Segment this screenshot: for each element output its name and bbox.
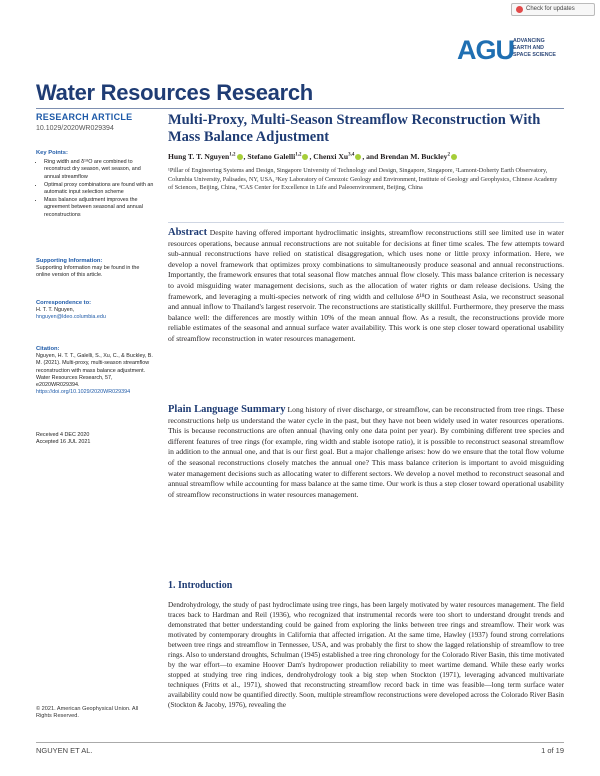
article-dates [36, 432, 154, 446]
key-point-item: • Ring width and δ¹⁸O are combined to reconstruct dry season, wet season, and annual streamflow [44, 159, 154, 181]
journal-name: Water Resources Research [36, 80, 313, 105]
supporting-information [36, 258, 154, 280]
author-name[interactable]: Hung T. T. Nguyen [168, 152, 230, 161]
section-heading-introduction: 1. Introduction [168, 580, 233, 591]
citation [36, 346, 154, 396]
logo-text: AGU [457, 35, 514, 65]
author-list: Hung T. T. Nguyen$^{1,2}$ , Stefano Galelli$^{1,2}$ , Chenxi Xu$^{3,4}$ , and Brendan M. Buckley$^2$ [168, 152, 564, 161]
plain-language-text: Long history of river discharge, or streamflow, can be reconstructed from tree rings. These reconstructions help us understand the water cycle in the past, but they have not been widely used in water resources operations. This is because reconstructions are often annual (having only one data point per year). By combining different tree species and different features of tree rings (for example, ring width and stable isotope ratio), it is possible to reconstruct seasonal streamflow in addition to the annual one, and that is our first goal. But a major challenge arises: how do we ensure that the total flow volume of the seasonal reconstructions closely matches the annual one? This mass balance criterion is important to avoid misguiding water management decisions such as allocating water to different sectors. We develop a novel method to reconstruct seasonal and annual streamflow while accounting for mass balance at the same time. Our work is thus a step closer toward operational usability of streamflow reconstructions in water resources management. [168, 405, 565, 499]
key-points [36, 150, 154, 220]
orcid-icon[interactable] [451, 154, 457, 160]
introduction-text: Dendrohydrology, the study of past hydroclimate using tree rings, has been largely motivated by water resources management. The field traces back to Hardman and Reil (1936), who recognized that instrumental records were too short to understand drought trends and demonstrated that better understanding could be gained from exploring the links between tree rings and streamflow. Their work was motivated by contemporary droughts in California that affected irrigation. At the same time, Hawley (1937) found strong correlations between tree rings and streamflow in Tennessee, USA, and was probably the first to show the lagged relationship of streamflow to tree rings. Also to understand droughts, Schulman (1945) established a tree ring chronology for the Colorado River Basin, this time motivated by the war effort—to examine Hoover Dam's hydropower production reliability to meet wartime demand. While these early works stopped at studying tree ring indices, dendrohydrology took a big step when Stockton (1971), leveraging advanced multivariate techniques (Fritts et al., 1971), showed that reconstructing streamflow record back in time was feasible—long term surface water availability could now be quantified directly. Soon, multiple streamflow reconstructions were developed across the Colorado River Basin (Stockton & Jacoby, 1976), revealing the [168, 601, 564, 709]
footer-divider [36, 742, 564, 743]
citation-doi-link[interactable]: https://doi.org/10.1029/2020WR029394 [36, 389, 131, 396]
author-name[interactable]: and Brendan M. Buckley [366, 152, 448, 161]
update-badge-icon [516, 6, 523, 13]
article-title: Multi-Proxy, Multi-Season Streamflow Reconstruction With Mass Balance Adjustment [168, 112, 541, 145]
accepted-date: Accepted 16 JUL 2021 [36, 439, 91, 446]
correspondence-email[interactable]: hnguyen@ldeo.columbia.edu [36, 314, 106, 321]
citation-text: Nguyen, H. T. T., Galelli, S., Xu, C., & Buckley, B. M. (2021). Multi-proxy, multi-season streamflow reconstruction with mass balance adjustment. Water Resources Research, 57, e2020WR029394. [36, 353, 153, 389]
agu-logo [457, 35, 577, 65]
supporting-heading: Supporting Information: [36, 258, 103, 264]
abstract-divider [168, 222, 564, 223]
supporting-text: Supporting Information may be found in the online version of this article. [36, 265, 140, 279]
orcid-icon[interactable] [237, 154, 243, 160]
key-point-item: • Optimal proxy combinations are found with an automatic input selection scheme [44, 182, 154, 196]
abstract [168, 228, 564, 345]
check-updates-label: Check for updates [526, 6, 575, 12]
correspondence-heading: Correspondence to: [36, 300, 92, 306]
citation-heading: Citation: [36, 346, 60, 352]
correspondence-name: H. T. T. Nguyen, [36, 307, 75, 314]
plain-language-summary [168, 405, 564, 500]
correspondence [36, 300, 154, 322]
abstract-heading: Abstract [168, 227, 208, 238]
affiliations: ¹Pillar of Engineering Systems and Design, Singapore University of Technology and Design, Singapore, Singapore, ²Lamont-Doherty Earth Observatory, Columbia University, Palisades, NY, USA, ³Key Laboratory of Cenozoic Geology and Environment, Institute of Geology and Geophysics, Chinese Academy of Sciences, Beijing, China, ⁴CAS Center for Excellence in Life and Paleoenvironment, Beijing, China [168, 167, 558, 192]
received-date: Received 4 DEC 2020 [36, 432, 90, 438]
orcid-icon[interactable] [302, 154, 308, 160]
author-name[interactable]: Stefano Galelli [247, 152, 296, 161]
header-divider [36, 108, 564, 109]
key-points-heading: Key Points: [36, 150, 68, 156]
logo-tagline: ADVANCING EARTH AND SPACE SCIENCE [513, 38, 556, 59]
orcid-icon[interactable] [355, 154, 361, 160]
page-number: 1 of 19 [541, 746, 564, 755]
article-doi[interactable]: 10.1029/2020WR029394 [36, 125, 114, 132]
footer-authors: NGUYEN ET AL. [36, 746, 93, 755]
copyright-notice: © 2021. American Geophysical Union. All Rights Reserved. [36, 706, 139, 720]
abstract-text: Despite having offered important hydroclimatic insights, streamflow reconstructions still see limited use in water resources operations, because annual reconstructions are not suitable for decisions at finer time scales. The few attempts toward sub-annual reconstructions have relied on statistical disaggregation, which uses none or little proxy information. Here, we develop a novel framework that optimizes proxy combinations to simultaneously produce seasonal and annual reconstructions. Importantly, the framework ensures that total seasonal flow matches annual flow closely. This mass balance criterion is necessary to avoid misguiding water management decisions, such as the allocation of water rights or dam release decisions. Using the framework, and leveraging a multi-species network of ring width and cellulose δ¹⁸O in Southeast Asia, we reconstruct seasonal and annual inflow to Thailand's largest reservoir. The reconstructions are statistically skillful. Furthermore, they preserve the mass balance well: the differences are mostly within 10% of the mean annual flow. As a result, the reconstructions provide more reliable estimates of the seasonal and annual surface water availability. This work is one step closer toward operational usability of streamflow reconstruction in water resources management. [168, 228, 564, 343]
key-point-item: • Mass balance adjustment improves the agreement between seasonal and annual reconstructions [44, 197, 154, 219]
author-name[interactable]: Chenxi Xu [313, 152, 349, 161]
check-for-updates-button[interactable] [511, 3, 595, 16]
plain-language-heading: Plain Language Summary [168, 404, 286, 415]
article-type: RESEARCH ARTICLE [36, 112, 133, 122]
